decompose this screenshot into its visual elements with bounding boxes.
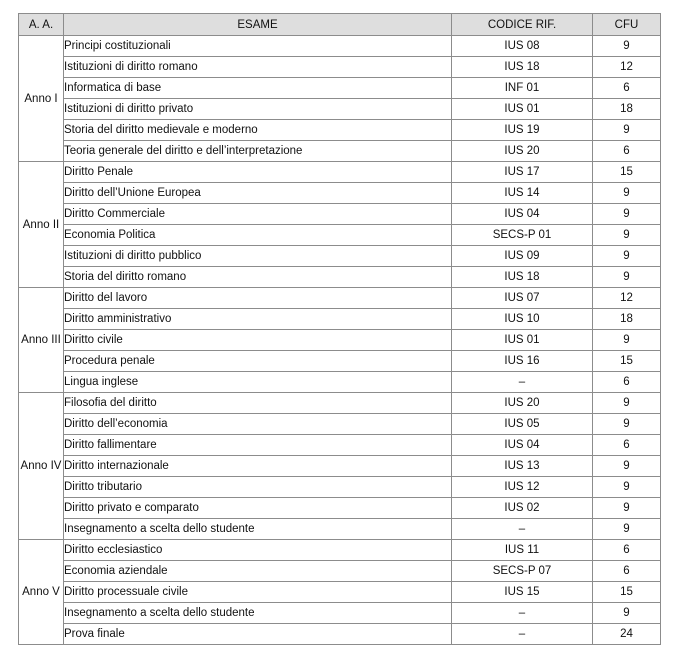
exam-cell: Insegnamento a scelta dello studente	[64, 519, 452, 540]
table-row	[19, 477, 661, 498]
table-row	[19, 498, 661, 519]
table-row	[19, 540, 661, 561]
table-row	[19, 204, 661, 225]
header-year: A. A.	[19, 14, 64, 36]
table-row	[19, 225, 661, 246]
table-row	[19, 330, 661, 351]
exam-cell: Informatica di base	[64, 78, 452, 99]
code-cell: –	[452, 519, 593, 540]
exam-cell: Economia aziendale	[64, 561, 452, 582]
cfu-cell: 6	[593, 141, 661, 162]
table-row	[19, 267, 661, 288]
table-header	[19, 14, 661, 36]
header-code: CODICE RIF.	[452, 14, 593, 36]
table-row	[19, 309, 661, 330]
cfu-cell: 12	[593, 57, 661, 78]
exam-cell: Diritto Penale	[64, 162, 452, 183]
exam-cell: Diritto Commerciale	[64, 204, 452, 225]
exam-cell: Istituzioni di diritto romano	[64, 57, 452, 78]
code-cell: IUS 13	[452, 456, 593, 477]
table-row	[19, 561, 661, 582]
header-row	[19, 14, 661, 36]
table-row	[19, 582, 661, 603]
code-cell: IUS 01	[452, 330, 593, 351]
table-row	[19, 141, 661, 162]
exam-cell: Storia del diritto medievale e moderno	[64, 120, 452, 141]
code-cell: –	[452, 603, 593, 624]
code-cell: IUS 19	[452, 120, 593, 141]
code-cell: IUS 11	[452, 540, 593, 561]
cfu-cell: 9	[593, 519, 661, 540]
cfu-cell: 9	[593, 225, 661, 246]
cfu-cell: 9	[593, 603, 661, 624]
code-cell: IUS 10	[452, 309, 593, 330]
cfu-cell: 9	[593, 120, 661, 141]
code-cell: SECS-P 07	[452, 561, 593, 582]
code-cell: IUS 16	[452, 351, 593, 372]
year-cell: Anno IV	[19, 393, 64, 540]
exam-cell: Procedura penale	[64, 351, 452, 372]
cfu-cell: 6	[593, 435, 661, 456]
study-plan-table	[18, 13, 661, 645]
cfu-cell: 24	[593, 624, 661, 645]
cfu-cell: 6	[593, 540, 661, 561]
code-cell: IUS 05	[452, 414, 593, 435]
code-cell: IUS 04	[452, 204, 593, 225]
code-cell: SECS-P 01	[452, 225, 593, 246]
code-cell: IUS 07	[452, 288, 593, 309]
table-row	[19, 78, 661, 99]
table-row	[19, 351, 661, 372]
code-cell: IUS 04	[452, 435, 593, 456]
code-cell: IUS 20	[452, 393, 593, 414]
exam-cell: Diritto civile	[64, 330, 452, 351]
exam-cell: Economia Politica	[64, 225, 452, 246]
exam-cell: Diritto internazionale	[64, 456, 452, 477]
cfu-cell: 12	[593, 288, 661, 309]
code-cell: IUS 18	[452, 57, 593, 78]
exam-cell: Principi costituzionali	[64, 36, 452, 57]
exam-cell: Lingua inglese	[64, 372, 452, 393]
code-cell: INF 01	[452, 78, 593, 99]
exam-cell: Diritto tributario	[64, 477, 452, 498]
table-row	[19, 246, 661, 267]
code-cell: IUS 08	[452, 36, 593, 57]
exam-cell: Filosofia del diritto	[64, 393, 452, 414]
cfu-cell: 9	[593, 246, 661, 267]
table-row	[19, 288, 661, 309]
exam-cell: Diritto privato e comparato	[64, 498, 452, 519]
cfu-cell: 9	[593, 183, 661, 204]
table-row	[19, 99, 661, 120]
cfu-cell: 6	[593, 561, 661, 582]
cfu-cell: 18	[593, 99, 661, 120]
cfu-cell: 6	[593, 372, 661, 393]
cfu-cell: 9	[593, 477, 661, 498]
code-cell: –	[452, 624, 593, 645]
cfu-cell: 9	[593, 393, 661, 414]
cfu-cell: 9	[593, 204, 661, 225]
cfu-cell: 15	[593, 162, 661, 183]
exam-cell: Diritto dell’economia	[64, 414, 452, 435]
code-cell: IUS 15	[452, 582, 593, 603]
cfu-cell: 15	[593, 582, 661, 603]
cfu-cell: 6	[593, 78, 661, 99]
cfu-cell: 9	[593, 330, 661, 351]
exam-cell: Insegnamento a scelta dello studente	[64, 603, 452, 624]
table-row	[19, 372, 661, 393]
code-cell: IUS 17	[452, 162, 593, 183]
exam-cell: Diritto del lavoro	[64, 288, 452, 309]
cfu-cell: 9	[593, 267, 661, 288]
table-row	[19, 162, 661, 183]
table-row	[19, 414, 661, 435]
code-cell: IUS 09	[452, 246, 593, 267]
year-cell: Anno I	[19, 36, 64, 162]
exam-cell: Diritto dell’Unione Europea	[64, 183, 452, 204]
code-cell: IUS 01	[452, 99, 593, 120]
code-cell: IUS 18	[452, 267, 593, 288]
table-row	[19, 435, 661, 456]
exam-cell: Prova finale	[64, 624, 452, 645]
table-body	[19, 36, 661, 645]
cfu-cell: 9	[593, 36, 661, 57]
table-row	[19, 183, 661, 204]
table-row	[19, 120, 661, 141]
table-row	[19, 519, 661, 540]
header-cfu: CFU	[593, 14, 661, 36]
code-cell: IUS 02	[452, 498, 593, 519]
cfu-cell: 15	[593, 351, 661, 372]
table-row	[19, 36, 661, 57]
cfu-cell: 9	[593, 498, 661, 519]
exam-cell: Istituzioni di diritto pubblico	[64, 246, 452, 267]
exam-cell: Storia del diritto romano	[64, 267, 452, 288]
table-row	[19, 393, 661, 414]
table-row	[19, 57, 661, 78]
exam-cell: Diritto fallimentare	[64, 435, 452, 456]
exam-cell: Diritto amministrativo	[64, 309, 452, 330]
year-cell: Anno III	[19, 288, 64, 393]
exam-cell: Diritto ecclesiastico	[64, 540, 452, 561]
cfu-cell: 9	[593, 456, 661, 477]
table-row	[19, 603, 661, 624]
code-cell: –	[452, 372, 593, 393]
cfu-cell: 18	[593, 309, 661, 330]
year-cell: Anno II	[19, 162, 64, 288]
header-exam: ESAME	[64, 14, 452, 36]
exam-cell: Diritto processuale civile	[64, 582, 452, 603]
exam-cell: Istituzioni di diritto privato	[64, 99, 452, 120]
exam-cell: Teoria generale del diritto e dell’interpretazione	[64, 141, 452, 162]
code-cell: IUS 14	[452, 183, 593, 204]
code-cell: IUS 20	[452, 141, 593, 162]
code-cell: IUS 12	[452, 477, 593, 498]
table-row	[19, 456, 661, 477]
cfu-cell: 9	[593, 414, 661, 435]
year-cell: Anno V	[19, 540, 64, 645]
table-row	[19, 624, 661, 645]
